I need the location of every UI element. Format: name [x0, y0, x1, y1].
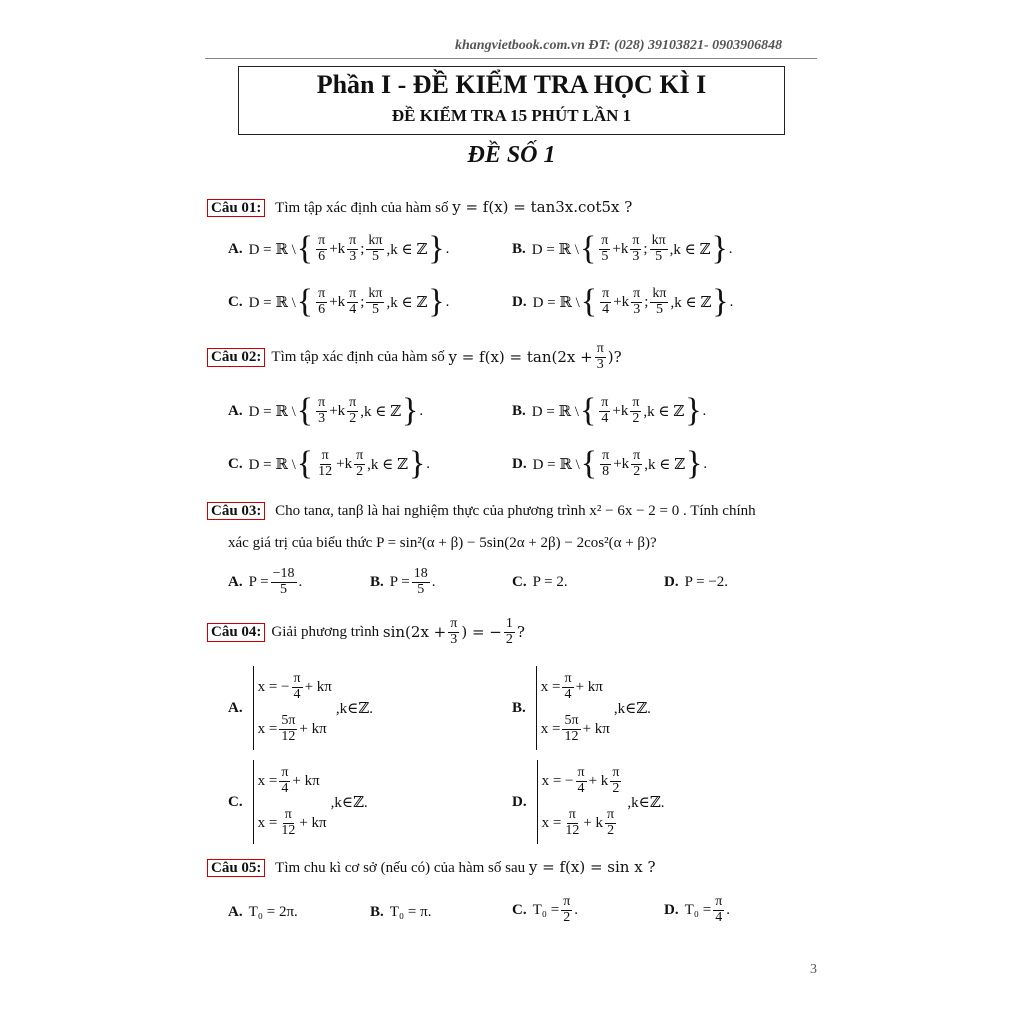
question-2: Câu 02: Tìm tập xác định của hàm số y = f(x) = tan(2x + $\frac{\pi}{3}$ )? [207, 342, 622, 372]
question-3 [207, 503, 756, 520]
exam-number: ĐỀ SỐ 1 [467, 142, 556, 168]
question-label: Câu 03: [207, 502, 265, 520]
option-1a: A. D = ℝ \ { $\frac{\pi}{6}$ +k $\frac{\pi}{3}$ ; $\frac{k\pi}{5}$ ,k ∈ ℤ } . [228, 230, 450, 267]
exam-subtitle: ĐỀ KIỂM TRA 15 PHÚT LẦN 1 [391, 106, 632, 125]
option-5b: B. T₀ = π. [370, 904, 432, 920]
question-text: Cho tanα, tanβ là hai nghiệm thực của phương trình x² − 6x − 2 = 0 . Tính chính [275, 503, 756, 519]
option-5d: D. T₀ = $\frac{\pi}{4}$ . [664, 894, 731, 925]
option-1d: D. D = ℝ \ { $\frac{\pi}{4}$ +k $\frac{\pi}{3}$ ; $\frac{k\pi}{5}$ ,k ∈ ℤ } . [512, 283, 734, 320]
question-1 [207, 198, 632, 217]
option-4b: B. x = $\frac{\pi}{4}$ + kπ x = $\frac{5\pi}{12}$ + kπ ,k∈ℤ. [512, 666, 651, 750]
option-4c: C. x = $\frac{\pi}{4}$ + kπ x = $\frac{\pi}{12}$ + kπ ,k∈ℤ. [228, 760, 368, 844]
option-5c: C. T₀ = $\frac{\pi}{2}$ . [512, 894, 579, 925]
question-label: Câu 04: [207, 623, 265, 642]
question-label: Câu 05: [207, 859, 265, 877]
question-label: Câu 01: [207, 199, 265, 217]
question-text: Giải phương trình [271, 623, 380, 640]
question-text: Tìm chu kì cơ sở (nếu có) của hàm số sau [275, 860, 526, 876]
question-text: Tìm tập xác định của hàm số [275, 200, 449, 216]
question-4: Câu 04: Giải phương trình sin(2x + $\frac{\pi}{3}$ ) = − $\frac{1}{2}$ ? [207, 617, 525, 647]
option-4d: D. x = − $\frac{\pi}{4}$ + k $\frac{\pi}{2}$ x = $\frac{\pi}{12}$ + k $\frac{\pi}{2}$ ,k∈ℤ. [512, 760, 664, 844]
option-3a: A. P = $\frac{-18}{5}$ . [228, 566, 303, 597]
header-contact: khangvietbook.com.vn ĐT: (028) 39103821- 0903906848 [455, 38, 783, 53]
question-text: Tìm tập xác định của hàm số [271, 348, 445, 365]
option-3d: D. P = −2. [664, 574, 729, 590]
option-1b: B. D = ℝ \ { $\frac{\pi}{5}$ +k $\frac{\pi}{3}$ ; $\frac{k\pi}{5}$ ,k ∈ ℤ } . [512, 230, 733, 267]
page-number: 3 [810, 962, 817, 977]
option-3c: C. P = 2. [512, 574, 568, 590]
option-3b: B. P = $\frac{18}{5}$ . [370, 566, 436, 597]
question-3-line2: xác giá trị của biểu thức P = sin²(α + β) − 5sin(2α + 2β) − 2cos²(α + β)? [228, 535, 657, 551]
option-5a: A. T₀ = 2π. [228, 904, 298, 920]
option-2b: B. D = ℝ \ { $\frac{\pi}{4}$ +k $\frac{\pi}{2}$ ,k ∈ ℤ } . [512, 392, 707, 429]
question-label: Câu 02: [207, 348, 265, 367]
option-2c: C. D = ℝ \ { $\frac{\pi}{12}$ +k $\frac{\pi}{2}$ ,k ∈ ℤ } . [228, 445, 431, 482]
option-2d: D. D = ℝ \ { $\frac{\pi}{8}$ +k $\frac{\pi}{2}$ ,k ∈ ℤ } . [512, 445, 708, 482]
part-title: Phần I - ĐỀ KIỂM TRA HỌC KÌ I [316, 70, 707, 99]
header-divider [205, 58, 817, 59]
question-formula: y = f(x) = tan3x.cot5x ? [452, 198, 633, 216]
option-1c: C. D = ℝ \ { $\frac{\pi}{6}$ +k $\frac{\pi}{4}$ ; $\frac{k\pi}{5}$ ,k ∈ ℤ } . [228, 283, 450, 320]
option-2a: A. D = ℝ \ { $\frac{\pi}{3}$ +k $\frac{\pi}{2}$ ,k ∈ ℤ } . [228, 392, 424, 429]
question-5: Câu 05: Tìm chu kì cơ sở (nếu có) của hàm số sau y = f(x) = sin x ? [207, 858, 655, 877]
option-4a: A. x = − $\frac{\pi}{4}$ + kπ x = $\frac{5\pi}{12}$ + kπ ,k∈ℤ. [228, 666, 373, 750]
